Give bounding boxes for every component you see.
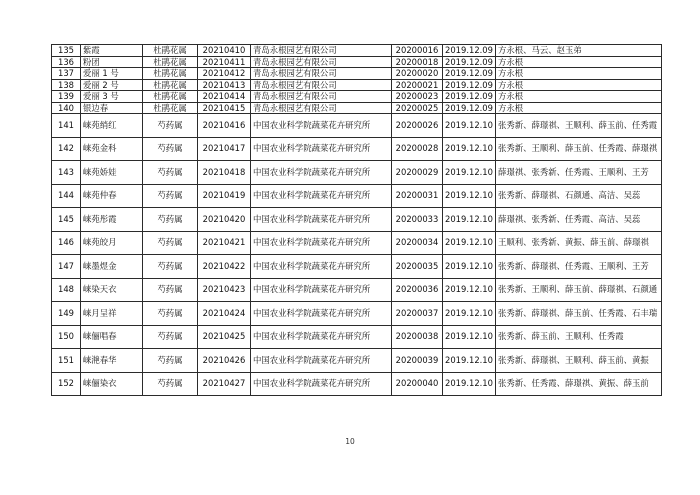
registration-number-cell: 20200020 [392,68,443,80]
row-number-cell: 139 [52,91,81,103]
breeders-cell: 张秀新、王顺利、薛玉前、薛璟祺、石颜通 [496,278,662,302]
variety-name-cell: 崃苑皎月 [81,231,143,255]
variety-name-cell: 紫霞 [81,45,143,57]
registration-date-cell: 2019.12.10 [443,255,496,279]
registration-number-cell: 20200034 [392,231,443,255]
applicant-organization-cell: 中国农业科学院蔬菜花卉研究所 [251,161,392,185]
variety-code-cell: 20210426 [198,349,251,373]
row-number-cell: 142 [52,137,81,161]
genus-cell: 芍药属 [143,349,198,373]
row-number-cell: 135 [52,45,81,57]
breeders-cell: 方永根 [496,79,662,91]
variety-code-cell: 20210416 [198,114,251,138]
variety-code-cell: 20210425 [198,325,251,349]
genus-cell: 芍药属 [143,161,198,185]
variety-name-cell: 爱丽 1 号 [81,68,143,80]
variety-code-cell: 20210410 [198,45,251,57]
table-row [52,325,662,349]
variety-code-cell: 20210417 [198,137,251,161]
row-number-cell: 136 [52,56,81,68]
genus-cell: 杜鹃花属 [143,79,198,91]
variety-name-cell: 爱丽 2 号 [81,79,143,91]
row-number-cell: 144 [52,184,81,208]
table-row [52,114,662,138]
variety-code-cell: 20210414 [198,91,251,103]
variety-code-cell: 20210415 [198,102,251,114]
applicant-organization-cell: 中国农业科学院蔬菜花卉研究所 [251,255,392,279]
table-body [52,45,662,396]
registration-number-cell: 20200029 [392,161,443,185]
registration-date-cell: 2019.12.10 [443,372,496,396]
registration-date-cell: 2019.12.10 [443,208,496,232]
registration-date-cell: 2019.12.10 [443,231,496,255]
row-number-cell: 151 [52,349,81,373]
table-row [52,79,662,91]
table-row [52,137,662,161]
table-row [52,56,662,68]
row-number-cell: 140 [52,102,81,114]
row-number-cell: 138 [52,79,81,91]
variety-code-cell: 20210422 [198,255,251,279]
registration-date-cell: 2019.12.10 [443,325,496,349]
registration-number-cell: 20200040 [392,372,443,396]
row-number-cell: 146 [52,231,81,255]
variety-name-cell: 崃苑娇娃 [81,161,143,185]
genus-cell: 芍药属 [143,137,198,161]
table-row [52,45,662,57]
variety-code-cell: 20210427 [198,372,251,396]
variety-code-cell: 20210420 [198,208,251,232]
registration-number-cell: 20200021 [392,79,443,91]
registration-date-cell: 2019.12.09 [443,91,496,103]
applicant-organization-cell: 中国农业科学院蔬菜花卉研究所 [251,184,392,208]
row-number-cell: 143 [52,161,81,185]
genus-cell: 芍药属 [143,325,198,349]
page-number: 10 [345,437,355,446]
registration-date-cell: 2019.12.10 [443,349,496,373]
applicant-organization-cell: 青岛永根园艺有限公司 [251,68,392,80]
variety-name-cell: 崃苑绡红 [81,114,143,138]
registration-date-cell: 2019.12.10 [443,161,496,185]
applicant-organization-cell: 青岛永根园艺有限公司 [251,56,392,68]
registration-number-cell: 20200033 [392,208,443,232]
genus-cell: 杜鹃花属 [143,68,198,80]
applicant-organization-cell: 青岛永根园艺有限公司 [251,102,392,114]
registration-date-cell: 2019.12.09 [443,79,496,91]
variety-name-cell: 爱丽 3 号 [81,91,143,103]
row-number-cell: 152 [52,372,81,396]
registration-date-cell: 2019.12.10 [443,302,496,326]
variety-name-cell: 崃俪唱春 [81,325,143,349]
variety-name-cell: 崃墨煜金 [81,255,143,279]
genus-cell: 芍药属 [143,255,198,279]
table-row [52,208,662,232]
registration-date-cell: 2019.12.09 [443,45,496,57]
genus-cell: 杜鹃花属 [143,102,198,114]
variety-code-cell: 20210419 [198,184,251,208]
applicant-organization-cell: 中国农业科学院蔬菜花卉研究所 [251,231,392,255]
registration-number-cell: 20200037 [392,302,443,326]
variety-name-cell: 银边春 [81,102,143,114]
genus-cell: 芍药属 [143,208,198,232]
table-row [52,302,662,326]
variety-name-cell: 崃滟春华 [81,349,143,373]
variety-name-cell: 崃月呈祥 [81,302,143,326]
breeders-cell: 张秀新、薛璟祺、王顺利、薛玉前、任秀霞 [496,114,662,138]
table-row [52,231,662,255]
variety-code-cell: 20210412 [198,68,251,80]
applicant-organization-cell: 中国农业科学院蔬菜花卉研究所 [251,372,392,396]
breeders-cell: 方永根、马云、赵玉弟 [496,45,662,57]
breeders-cell: 方永根 [496,68,662,80]
table-row [52,91,662,103]
registration-number-cell: 20200031 [392,184,443,208]
variety-name-cell: 崃苑仲春 [81,184,143,208]
genus-cell: 杜鹃花属 [143,91,198,103]
breeders-cell: 张秀新、薛璟祺、薛玉前、任秀霞、石丰瑞 [496,302,662,326]
registration-number-cell: 20200016 [392,45,443,57]
row-number-cell: 137 [52,68,81,80]
breeders-cell: 方永根 [496,102,662,114]
registration-date-cell: 2019.12.10 [443,137,496,161]
registration-date-cell: 2019.12.09 [443,68,496,80]
breeders-cell: 张秀新、王顺利、薛玉前、任秀霞、薛璟祺 [496,137,662,161]
variety-code-cell: 20210413 [198,79,251,91]
breeders-cell: 张秀新、薛璟祺、任秀霞、王顺利、王芳 [496,255,662,279]
row-number-cell: 150 [52,325,81,349]
table-row [52,68,662,80]
registration-number-cell: 20200023 [392,91,443,103]
variety-name-cell: 崃苑金科 [81,137,143,161]
breeders-cell: 方永根 [496,56,662,68]
variety-code-cell: 20210418 [198,161,251,185]
genus-cell: 芍药属 [143,372,198,396]
row-number-cell: 147 [52,255,81,279]
table-row [52,255,662,279]
registration-date-cell: 2019.12.09 [443,56,496,68]
table-row [52,102,662,114]
registration-date-cell: 2019.12.10 [443,278,496,302]
applicant-organization-cell: 中国农业科学院蔬菜花卉研究所 [251,137,392,161]
table-row [52,278,662,302]
registration-date-cell: 2019.12.10 [443,114,496,138]
breeders-cell: 张秀新、薛玉前、王顺利、任秀霞 [496,325,662,349]
genus-cell: 杜鹃花属 [143,45,198,57]
table-row [52,161,662,185]
table-row [52,349,662,373]
row-number-cell: 148 [52,278,81,302]
variety-name-cell: 粉团 [81,56,143,68]
breeders-cell: 张秀新、薛璟祺、王顺利、薛玉前、黄振 [496,349,662,373]
applicant-organization-cell: 青岛永根园艺有限公司 [251,45,392,57]
registration-number-cell: 20200038 [392,325,443,349]
breeders-cell: 王顺利、张秀新、黄振、薛玉前、薛璟祺 [496,231,662,255]
variety-name-cell: 崃俪染衣 [81,372,143,396]
applicant-organization-cell: 中国农业科学院蔬菜花卉研究所 [251,302,392,326]
applicant-organization-cell: 中国农业科学院蔬菜花卉研究所 [251,278,392,302]
breeders-cell: 方永根 [496,91,662,103]
registration-number-cell: 20200028 [392,137,443,161]
breeders-cell: 张秀新、任秀霞、薛璟祺、黄振、薛玉前 [496,372,662,396]
registration-number-cell: 20200025 [392,102,443,114]
registration-number-cell: 20200039 [392,349,443,373]
variety-name-cell: 崃染天衣 [81,278,143,302]
applicant-organization-cell: 青岛永根园艺有限公司 [251,79,392,91]
row-number-cell: 141 [52,114,81,138]
applicant-organization-cell: 中国农业科学院蔬菜花卉研究所 [251,208,392,232]
applicant-organization-cell: 中国农业科学院蔬菜花卉研究所 [251,114,392,138]
registration-number-cell: 20200035 [392,255,443,279]
applicant-organization-cell: 青岛永根园艺有限公司 [251,91,392,103]
row-number-cell: 149 [52,302,81,326]
applicant-organization-cell: 中国农业科学院蔬菜花卉研究所 [251,325,392,349]
breeders-cell: 薛璟祺、张秀新、任秀霞、王顺利、王芳 [496,161,662,185]
variety-registration-table [51,44,662,396]
genus-cell: 芍药属 [143,231,198,255]
variety-code-cell: 20210423 [198,278,251,302]
row-number-cell: 145 [52,208,81,232]
genus-cell: 芍药属 [143,114,198,138]
genus-cell: 芍药属 [143,184,198,208]
registration-number-cell: 20200026 [392,114,443,138]
genus-cell: 芍药属 [143,278,198,302]
registration-number-cell: 20200036 [392,278,443,302]
registration-date-cell: 2019.12.10 [443,184,496,208]
breeders-cell: 薛璟祺、张秀新、任秀霞、高洁、吴蕊 [496,208,662,232]
applicant-organization-cell: 中国农业科学院蔬菜花卉研究所 [251,349,392,373]
breeders-cell: 张秀新、薛璟祺、石颜通、高洁、吴蕊 [496,184,662,208]
genus-cell: 芍药属 [143,302,198,326]
table-row [52,184,662,208]
genus-cell: 杜鹃花属 [143,56,198,68]
registration-number-cell: 20200018 [392,56,443,68]
variety-code-cell: 20210411 [198,56,251,68]
variety-name-cell: 崃苑彤霞 [81,208,143,232]
variety-code-cell: 20210421 [198,231,251,255]
table-row [52,372,662,396]
registration-date-cell: 2019.12.09 [443,102,496,114]
variety-code-cell: 20210424 [198,302,251,326]
